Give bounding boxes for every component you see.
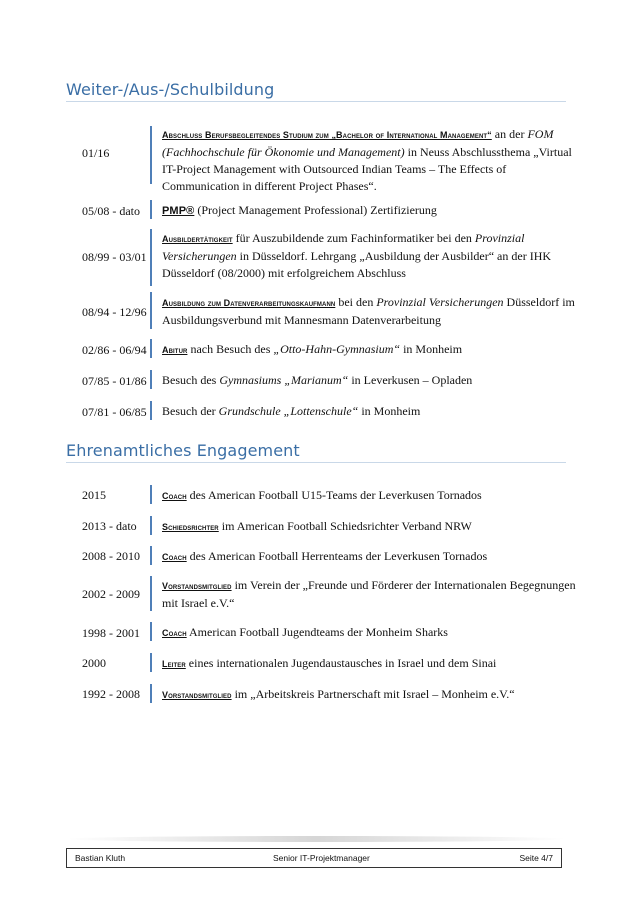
entry-italic: Gymnasiums „Marianum“: [219, 373, 349, 387]
entry-lead: Abitur: [162, 345, 188, 355]
entry-text: in Leverkusen – Opladen: [348, 373, 473, 387]
section-divider: [66, 101, 566, 102]
entry-description: [162, 518, 582, 536]
entry-description: [162, 126, 582, 195]
entry-accent-bar: [150, 622, 152, 641]
entry-accent-bar: [150, 339, 152, 358]
footer-shadow: [66, 836, 566, 842]
entry-accent-bar: [150, 370, 152, 389]
entry-date: 01/16: [82, 146, 110, 160]
entry-accent-bar: [150, 292, 152, 329]
entry-description: [162, 686, 582, 704]
entry-text: für Auszubildende zum Fachinformatiker bei den: [232, 231, 475, 245]
entry-date: 05/08 - dato: [82, 204, 140, 218]
entry-accent-bar: [150, 401, 152, 420]
entry-accent-bar: [150, 485, 152, 504]
section-title-volunteering: Ehrenamtliches Engagement: [66, 441, 300, 460]
entry-date: 07/85 - 01/86: [82, 374, 147, 388]
entry-text: Besuch der: [162, 404, 219, 418]
entry-lead: Coach: [162, 628, 187, 638]
entry-description: [162, 202, 582, 220]
entry-lead: Ausbildung zum Datenverarbeitungskaufmann: [162, 298, 336, 308]
entry-text: des American Football Herrenteams der Leverkusen Tornados: [186, 549, 488, 563]
entry-lead: Schiedsrichter: [162, 522, 219, 532]
entry-accent-bar: [150, 653, 152, 672]
entry-accent-bar: [150, 684, 152, 703]
entry-date: 1998 - 2001: [82, 626, 140, 640]
entry-description: [162, 548, 582, 566]
entry-lead: Coach: [162, 491, 187, 501]
entry-description: [162, 624, 582, 642]
entry-lead: PMP®: [162, 205, 195, 217]
entry-date: 08/99 - 03/01: [82, 250, 147, 264]
entry-description: [162, 487, 582, 505]
entry-lead: Ausbildertätigkeit: [162, 234, 233, 244]
entry-description: [162, 341, 582, 359]
entry-italic: Provinzial Versicherungen: [162, 231, 525, 263]
entry-italic: „Otto-Hahn-Gymnasium“: [273, 342, 401, 356]
entry-description: [162, 294, 582, 329]
entry-italic: FOM (Fachhochschule für Ökonomie und Management): [162, 127, 554, 159]
entry-text: an der: [491, 127, 528, 141]
entry-accent-bar: [150, 546, 152, 565]
entry-date: 07/81 - 06/85: [82, 405, 147, 419]
entry-date: 2015: [82, 488, 106, 502]
entry-date: 2002 - 2009: [82, 587, 140, 601]
entry-text: nach Besuch des: [187, 342, 274, 356]
entry-date: 2013 - dato: [82, 519, 137, 533]
entry-text: (Project Management Professional) Zertifizierung: [194, 203, 437, 217]
entry-date: 02/86 - 06/94: [82, 343, 147, 357]
entry-text: American Football Jugendteams der Monheim Sharks: [186, 625, 448, 639]
entry-lead: Vorstandsmitglied: [162, 581, 232, 591]
footer-page-number: Seite 4/7: [519, 853, 553, 863]
entry-date: 2008 - 2010: [82, 549, 140, 563]
entry-lead: Vorstandsmitglied: [162, 690, 232, 700]
entry-accent-bar: [150, 229, 152, 286]
entry-text: in Düsseldorf. Lehrgang „Ausbildung der Ausbilder“ an der IHK Düsseldorf (08/2000) mit erfolgreichem Abschluss: [162, 249, 552, 280]
entry-text: im Verein der „Freunde und Förderer der Internationalen Begegnungen mit Israel e.V.“: [162, 578, 576, 610]
footer-job-title: Senior IT-Projektmanager: [273, 853, 370, 863]
entry-lead: Abschluss Berufsbegleitendes Studium zum „Bachelor of International Management“: [162, 130, 492, 140]
entry-text: des American Football U15-Teams der Leverkusen Tornados: [186, 488, 482, 502]
footer-author: Bastian Kluth: [75, 853, 126, 863]
entry-text: in Monheim: [358, 404, 421, 418]
entry-description: [162, 372, 582, 389]
entry-description: [162, 230, 582, 282]
entry-date: 1992 - 2008: [82, 687, 140, 701]
entry-text: Besuch des: [162, 373, 220, 387]
entry-description: [162, 655, 582, 673]
entry-date: 2000: [82, 656, 106, 670]
entry-text: im American Football Schiedsrichter Verband NRW: [218, 519, 472, 533]
entry-text: eines internationalen Jugendaustausches in Israel und dem Sinai: [185, 656, 497, 670]
entry-accent-bar: [150, 576, 152, 611]
entry-italic: Grundschule „Lottenschule“: [218, 404, 359, 418]
entry-lead: Leiter: [162, 659, 186, 669]
entry-description: [162, 403, 582, 420]
entry-text: Düsseldorf im Ausbildungsverbund mit Mannesmann Datenverarbeitung: [162, 295, 575, 327]
entry-description: [162, 577, 582, 612]
entry-date: 08/94 - 12/96: [82, 305, 147, 319]
entry-accent-bar: [150, 516, 152, 535]
page-footer: [66, 848, 562, 868]
entry-accent-bar: [150, 126, 152, 184]
entry-lead: Coach: [162, 552, 187, 562]
section-title-education: Weiter-/Aus-/Schulbildung: [66, 80, 275, 99]
entry-text: bei den: [335, 295, 377, 309]
entry-italic: Provinzial Versicherungen: [376, 295, 504, 309]
entry-text: in Neuss Abschlussthema „Virtual IT-Project Management with Outsourced Indian Teams – The Effects of Communication in different Project Phases“.: [162, 145, 572, 193]
section-divider: [66, 462, 566, 463]
entry-text: in Monheim: [400, 342, 463, 356]
entry-text: im „Arbeitskreis Partnerschaft mit Israel – Monheim e.V.“: [231, 687, 515, 701]
entry-accent-bar: [150, 200, 152, 219]
